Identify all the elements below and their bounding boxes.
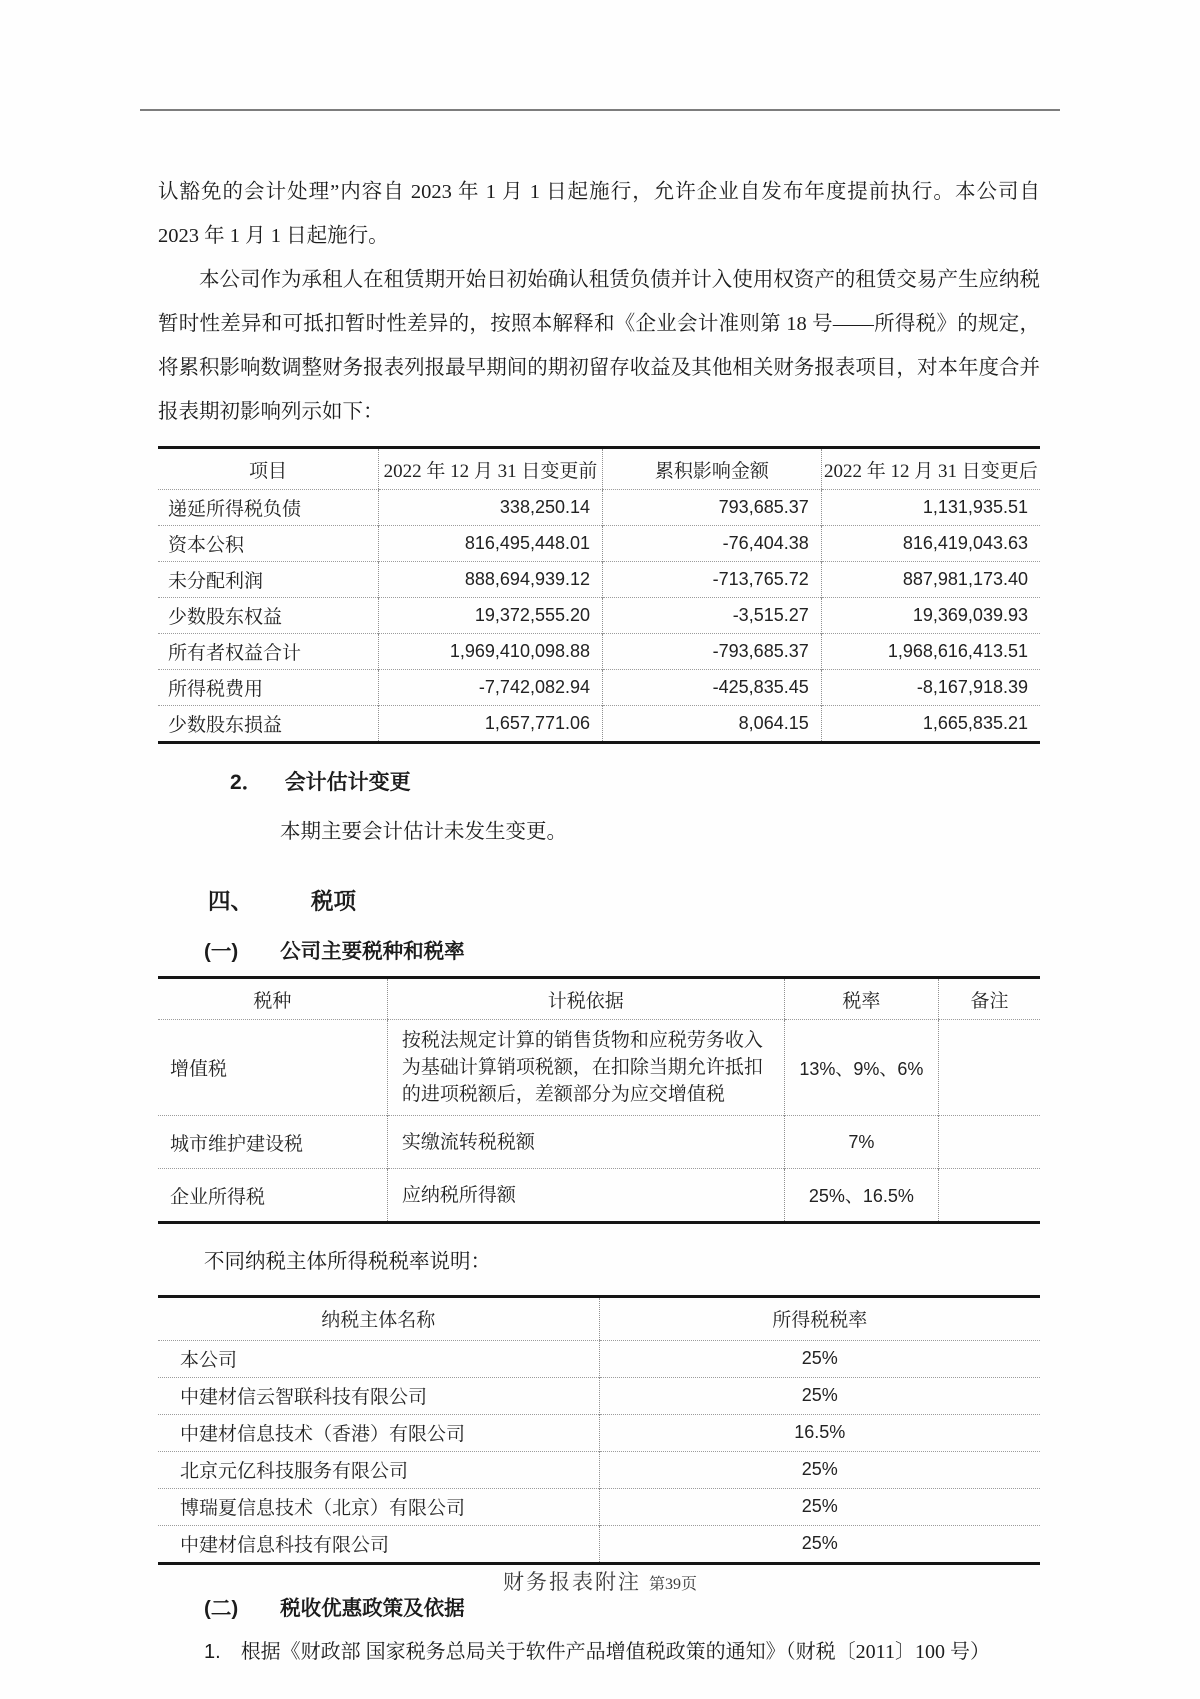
section-title: 税项 [311,889,357,914]
table-row [158,1116,1040,1169]
section-4-heading [208,884,1040,916]
tax-basis: 按税法规定计算的销售货物和应税劳务收入为基础计算销项税额，在扣除当期允许抵扣的进项税额后，差额部分为应交增值税 [387,1020,784,1116]
list-item-number: 1. [204,1640,221,1663]
column-header: 税种 [158,978,387,1020]
remark-cell [939,1020,1040,1116]
table-header-row [158,978,1040,1020]
section-title: 会计估计变更 [284,771,411,794]
amount-cell: 887,981,173.40 [821,562,1040,598]
equity-impact-table [158,446,1040,744]
table-row [158,562,1040,598]
entity-rate: 25% [599,1377,1040,1414]
column-header: 税率 [784,978,938,1020]
amount-cell: 19,369,039.93 [821,598,1040,634]
tax-type: 城市维护建设税 [158,1116,387,1169]
section-number: 四、 [208,889,254,914]
table-row [158,1488,1040,1525]
amount-cell: 8,064.15 [603,706,822,743]
section-title: 公司主要税种和税率 [280,940,465,963]
amount-cell: 1,968,616,413.51 [821,634,1040,670]
amount-cell: -793,685.37 [603,634,822,670]
table-row [158,1414,1040,1451]
remark-cell [939,1116,1040,1169]
entity-name: 本公司 [180,1350,238,1371]
footer-title: 财务报表附注 [502,1570,641,1594]
table-row [158,526,1040,562]
column-header: 累积影响金额 [603,448,822,490]
table-header-row [158,448,1040,490]
item-label: 所有者权益合计 [158,634,379,670]
tax-type: 增值税 [170,1059,228,1080]
paragraph-lease-tax: 本公司作为承租人在租赁期开始日初始确认租赁负债并计入使用权资产的租赁交易产生应纳税暂时性差异和可抵扣暂时性差异的，按照本解释和《企业会计准则第 18 号——所得税》的规定，将累积影响数调整财务报表列报最早期间的期初留存收益及其他相关财务报表项目，对本年度合并报表期初影响列示如下： [158,269,1040,423]
item-label: 未分配利润 [158,562,379,598]
amount-cell: -8,167,918.39 [821,670,1040,706]
entity-rate: 25% [599,1451,1040,1488]
entity-name: 北京元亿科技服务有限公司 [158,1451,599,1488]
entity-rate: 25% [599,1488,1040,1525]
section-number: 2． [230,771,263,794]
amount-cell: 816,495,448.01 [379,526,603,562]
amount-cell: 338,250.14 [379,490,603,526]
tax-note: 不同纳税主体所得税税率说明： [204,1251,491,1273]
amount-cell: -713,765.72 [603,562,822,598]
tax-rate: 25%、16.5% [784,1169,938,1223]
list-item-1 [204,1635,1040,1664]
item-label: 所得税费用 [158,670,379,706]
entity-name: 博瑞夏信息技术（北京）有限公司 [158,1488,599,1525]
table-row [158,1525,1040,1563]
amount-cell: -425,835.45 [603,670,822,706]
column-header: 计税依据 [387,978,784,1020]
entity-name: 中建材信息科技有限公司 [158,1525,599,1563]
column-header: 所得税税率 [599,1296,1040,1340]
amount-cell: 1,665,835.21 [821,706,1040,743]
tax-type: 企业所得税 [158,1169,387,1223]
tax-rate: 13%、9%、6% [784,1020,938,1116]
footer-page-number: 第39页 [648,1576,697,1593]
entity-rates-table [158,1295,1040,1565]
column-header: 项目 [158,448,379,490]
entity-name: 中建材信息技术（香港）有限公司 [158,1414,599,1451]
page-footer [0,1566,1200,1596]
table-row [158,1377,1040,1414]
entity-name: 中建材信云智联科技有限公司 [158,1377,599,1414]
item-label: 少数股东损益 [158,706,379,743]
amount-cell: 1,969,410,098.88 [379,634,603,670]
table-row [158,490,1040,526]
tax-types-table [158,976,1040,1224]
list-item-text: 根据《财政部 国家税务总局关于软件产品增值税政策的通知》（财税〔2011〕100 号） [240,1640,990,1663]
tax-basis: 实缴流转税税额 [387,1116,784,1169]
item-label: 递延所得税负债 [168,499,302,520]
table-row [158,1451,1040,1488]
table-row [158,1169,1040,1223]
table-row [158,598,1040,634]
paragraph-continued: 认豁免的会计处理”内容自 2023 年 1 月 1 日起施行，允许企业自发布年度提前执行。本公司自 2023 年 1 月 1 日起施行。 [158,181,1040,247]
column-header: 2022 年 12 月 31 日变更后 [821,448,1040,490]
column-header: 2022 年 12 月 31 日变更前 [379,448,603,490]
amount-cell: -76,404.38 [603,526,822,562]
table-row [158,670,1040,706]
table-row [158,634,1040,670]
section-number: (一) [204,940,239,963]
amount-cell: 888,694,939.12 [379,562,603,598]
tax-basis: 应纳税所得额 [387,1169,784,1223]
amount-cell: 793,685.37 [603,490,822,526]
amount-cell: -3,515.27 [603,598,822,634]
section-number: (二) [204,1596,239,1620]
entity-rate: 16.5% [599,1414,1040,1451]
amount-cell: 19,372,555.20 [379,598,603,634]
page-content [158,0,1040,1664]
amount-cell: 1,657,771.06 [379,706,603,743]
remark-cell [939,1169,1040,1223]
amount-cell: 1,131,935.51 [821,490,1040,526]
amount-cell: 816,419,043.63 [821,526,1040,562]
section-title: 税收优惠政策及依据 [280,1596,465,1620]
entity-rate: 25% [599,1340,1040,1377]
column-header: 备注 [939,978,1040,1020]
section-4-1-heading [204,934,1040,964]
entity-rate: 25% [599,1525,1040,1563]
column-header: 纳税主体名称 [158,1296,599,1340]
item-label: 少数股东权益 [158,598,379,634]
section-2-heading [230,766,1040,796]
table-row [158,1020,1040,1116]
section-2-body: 本期主要会计估计未发生变更。 [280,821,567,843]
amount-cell: -7,742,082.94 [379,670,603,706]
item-label: 资本公积 [158,526,379,562]
table-row [158,1340,1040,1377]
tax-rate: 7% [784,1116,938,1169]
table-header-row [158,1296,1040,1340]
table-row [158,706,1040,743]
